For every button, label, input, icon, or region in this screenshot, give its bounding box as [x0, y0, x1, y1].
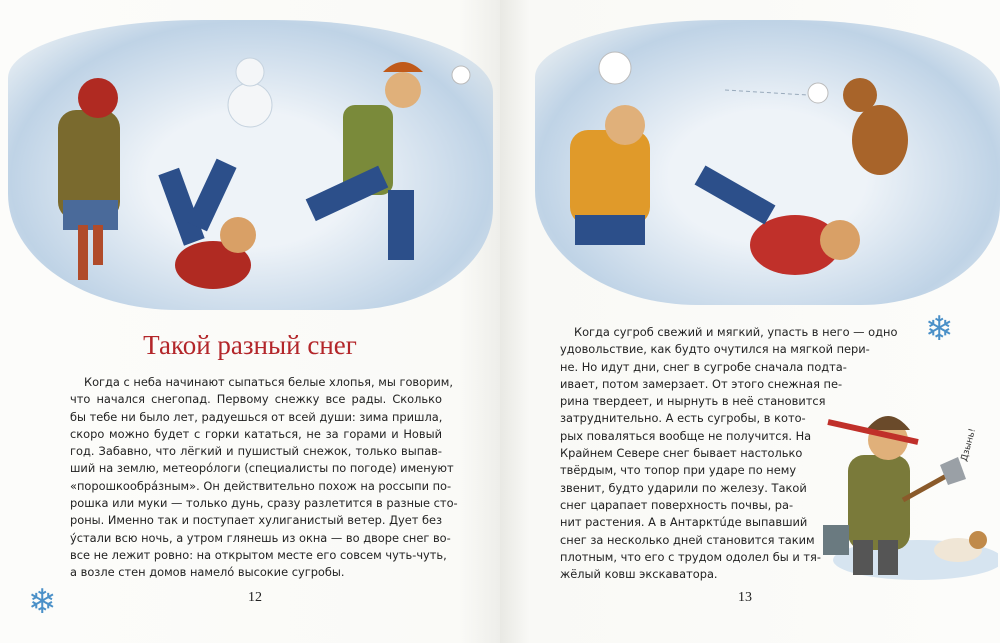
page-number: 13 [738, 590, 752, 605]
text-line: Когда с неба начинают сыпаться белые хлопья, мы говорим, [84, 375, 453, 389]
snowflake-icon: ❄ [28, 582, 57, 622]
text-line: твёрдым, что топор при ударе по нему [560, 463, 797, 478]
text-line: Крайнем Севере снег бывает настолько [560, 446, 803, 461]
left-body-text [70, 374, 458, 582]
text-line: а возле стен домов намелó высокие сугробы. [70, 565, 345, 580]
text-line: рых поваляться вообще не получится. На [560, 428, 812, 443]
text-line: Когда сугроб свежий и мягкий, упасть в него — одно [574, 325, 898, 339]
text-line: рина твердеет, и нырнуть в неё становится [560, 394, 826, 409]
sound-effect-text: Дзынь! [959, 427, 979, 463]
text-line: удовольствие, как будто очутился на мягкой пери- [560, 342, 870, 357]
text-line: скоро можно будет с горки кататься, не за горами и Новый [70, 426, 442, 441]
text-line: что начался снегопад. Первому снежку все рады. Сколько [70, 392, 442, 407]
right-body-text [560, 324, 898, 583]
text-line: снег за несколько дней становится таким [560, 532, 815, 547]
text-line: рошка или муки — только дунь, сразу разлетится в разные сто- [70, 496, 458, 511]
text-line: плотным, что его с трудом одолел бы и тя- [560, 549, 821, 564]
snowball-fight-illustration [8, 20, 493, 310]
text-line: жёлый ковш экскаватора. [560, 567, 718, 582]
text-line: все не лежит ровно: на открытом месте его совсем чуть-чуть, [70, 547, 447, 562]
text-line: роны. Именно так и поступает хулиганистый ветер. Дует без [70, 513, 443, 528]
text-line: ýстали всю ночь, а утром глянешь из окна — во дворе снег во- [70, 530, 451, 545]
text-line: бы тебе ни было лет, радуешься от всей души: зима пришла, [70, 409, 443, 424]
text-line: «порошкообрáзным». Он действительно похож на россыпи по- [70, 478, 452, 493]
text-line: звенит, будто ударили по железу. Такой [560, 480, 807, 495]
right-page [500, 0, 1000, 643]
text-line: затруднительно. А есть сугробы, в кото- [560, 411, 806, 426]
text-line: не. Но идут дни, снег в сугробе сначала подта- [560, 359, 847, 374]
text-line: ший на землю, метеорóлоги (специалисты по погоде) именуют [70, 461, 454, 476]
text-line: нит растения. А в Антарктúде выпавший [560, 515, 808, 530]
text-line: снег царапает поверхность почвы, ра- [560, 497, 794, 512]
page-number: 12 [248, 590, 262, 605]
page-title: Такой разный снег [143, 330, 357, 360]
snowflake-icon: ❄ [925, 309, 954, 349]
text-line: год. Забавно, что лёгкий и пушистый снежок, только выпав- [70, 444, 442, 459]
snowdrift-illustration [535, 20, 1000, 305]
text-line: ивает, потом замерзает. От этого снежная пе- [560, 376, 843, 391]
